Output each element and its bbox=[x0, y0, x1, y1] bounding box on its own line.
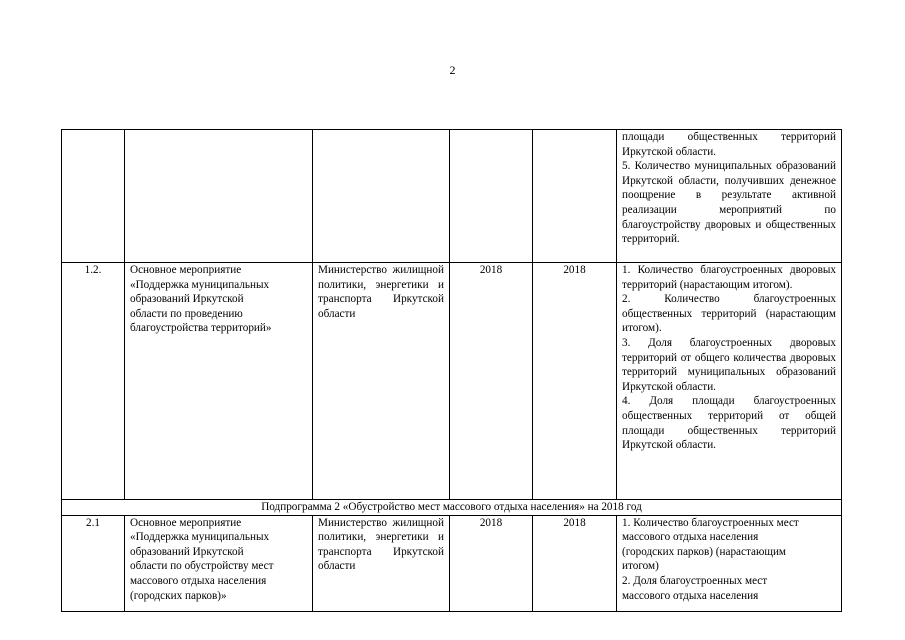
event-cell bbox=[125, 130, 313, 263]
table-row bbox=[62, 515, 842, 611]
year-end-cell: 2018 bbox=[533, 263, 617, 500]
event-line: Основное мероприятие bbox=[130, 264, 242, 276]
subprogram-row bbox=[62, 500, 842, 516]
year-start-cell: 2018 bbox=[450, 263, 533, 500]
event-line: области по проведению bbox=[130, 307, 243, 320]
event-line: образований Иркутской bbox=[130, 545, 244, 558]
indicator-line: массового отдыха населения bbox=[622, 531, 759, 544]
indicator-text: 1. Количество благоустроенных дворовых территорий (нарастающим итогом). bbox=[622, 264, 836, 291]
table-row bbox=[62, 130, 842, 263]
year-end-cell bbox=[533, 130, 617, 263]
event-cell bbox=[125, 515, 313, 611]
event-cell bbox=[125, 263, 313, 500]
event-line: (городских парков)» bbox=[130, 589, 227, 602]
indicator-line: (городских парков) (нарастающим bbox=[622, 545, 787, 558]
indicator-text: 4. Доля площади благоустроенных общественных территорий от общей площади общественных территорий Иркутской области. bbox=[622, 395, 836, 452]
year-start-cell bbox=[450, 130, 533, 263]
indicator-text: 3. Доля благоустроенных дворовых территорий от общего количества дворовых территорий муниципальных образований Иркутской области. bbox=[622, 336, 836, 393]
indicators-cell bbox=[617, 130, 842, 263]
event-line: «Поддержка муниципальных bbox=[130, 278, 270, 291]
row-number-cell: 2.1 bbox=[62, 515, 125, 611]
indicator-text: 2. Количество благоустроенных общественных территорий (нарастающим итогом). bbox=[622, 293, 836, 335]
row-number-cell bbox=[62, 130, 125, 263]
indicator-line: массового отдыха населения bbox=[622, 589, 759, 602]
indicator-line: 2. Доля благоустроенных мест bbox=[622, 574, 768, 587]
event-line: массового отдыха населения bbox=[130, 574, 267, 587]
year-end-cell: 2018 bbox=[533, 515, 617, 611]
event-line: образований Иркутской bbox=[130, 293, 244, 306]
event-line: Основное мероприятие bbox=[130, 516, 242, 529]
subprogram-heading: Подпрограмма 2 «Обустройство мест массового отдыха населения» на 2018 год bbox=[62, 500, 842, 516]
executor-cell: Министерство жилищной политики, энергетики и транспорта Иркутской области bbox=[313, 263, 450, 500]
event-line: «Поддержка муниципальных bbox=[130, 531, 270, 544]
page-number: 2 bbox=[449, 63, 456, 77]
indicators-cell bbox=[617, 515, 842, 611]
indicators-cell bbox=[617, 263, 842, 500]
event-line: области по обустройству мест bbox=[130, 560, 274, 573]
indicator-line: 1. Количество благоустроенных мест bbox=[622, 516, 799, 529]
indicator-line: итогом) bbox=[622, 560, 659, 573]
indicator-text: площади общественных территорий Иркутской области. bbox=[622, 131, 836, 158]
table-row bbox=[62, 263, 842, 500]
row-number-cell: 1.2. bbox=[62, 263, 125, 500]
measures-table bbox=[61, 129, 842, 612]
executor-cell bbox=[313, 130, 450, 263]
event-line: благоустройства территорий» bbox=[130, 322, 272, 335]
indicator-text: 5. Количество муниципальных образований Иркутской области, получивших денежное поощрение в результате активной реализации мероприятий по благоустройству дворовых и общественных территорий. bbox=[622, 160, 836, 246]
executor-cell: Министерство жилищной политики, энергетики и транспорта Иркутской области bbox=[313, 515, 450, 611]
year-start-cell: 2018 bbox=[450, 515, 533, 611]
